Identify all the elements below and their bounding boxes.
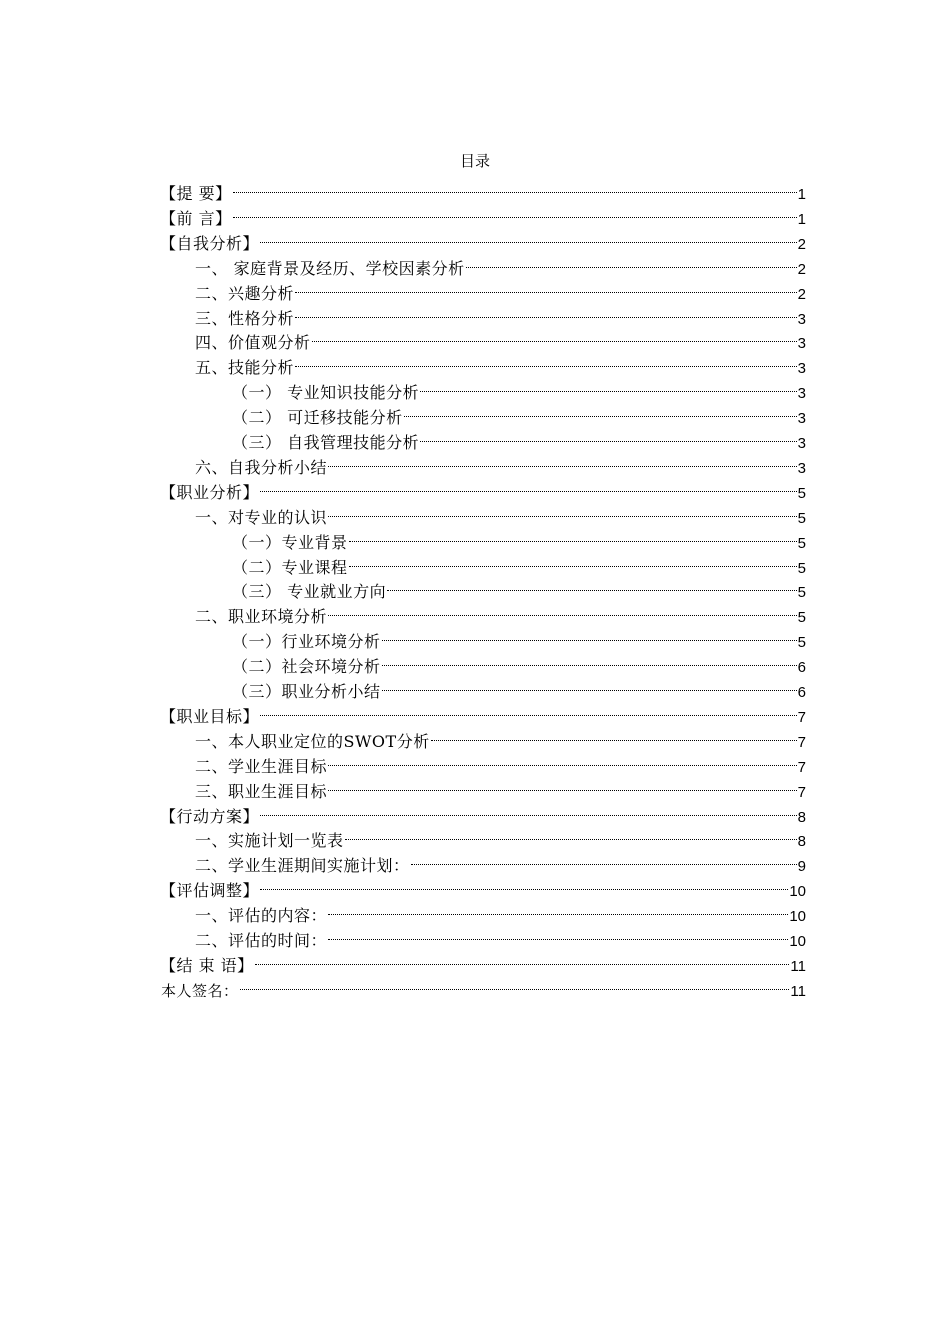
toc-entry-label: 四、价值观分析 xyxy=(195,333,311,353)
toc-entry-label: 一、本人职业定位的SWOT分析 xyxy=(195,731,430,751)
toc-dot-leader xyxy=(260,224,797,249)
toc-entry[interactable] xyxy=(195,597,806,627)
toc-dot-leader xyxy=(233,199,797,224)
toc-entry[interactable] xyxy=(232,672,806,701)
toc-entry[interactable] xyxy=(232,373,806,403)
toc-entry[interactable] xyxy=(232,647,806,677)
toc-entry-page-number: 7 xyxy=(797,758,806,776)
toc-entry-label: （二）专业课程 xyxy=(232,557,348,577)
toc-entry-label: （一） 专业知识技能分析 xyxy=(232,383,420,403)
toc-entry-page-number: 3 xyxy=(797,410,806,428)
toc-entry[interactable] xyxy=(195,498,806,527)
toc-dot-leader xyxy=(233,174,797,199)
toc-entry-page-number: 3 xyxy=(797,435,806,452)
toc-entry-label: 【职业分析】 xyxy=(160,482,260,502)
toc-dot-leader xyxy=(404,398,797,423)
toc-dot-leader xyxy=(345,821,797,846)
toc-entry-label: （一）专业背景 xyxy=(232,532,348,552)
toc-entry-label: （二）社会环境分析 xyxy=(232,657,381,677)
toc-dot-leader xyxy=(295,299,797,324)
toc-entry[interactable] xyxy=(160,473,806,502)
toc-entry-label: 二、学业生涯目标 xyxy=(195,756,328,776)
toc-entry-label: （二） 可迁移技能分析 xyxy=(232,408,403,428)
toc-dot-leader xyxy=(260,473,797,498)
toc-entry[interactable] xyxy=(161,971,806,1000)
toc-entry-label: 一、对专业的认识 xyxy=(195,507,328,527)
toc-entry-page-number: 7 xyxy=(797,733,806,751)
toc-entry-label: 【行动方案】 xyxy=(160,806,260,826)
toc-entry[interactable] xyxy=(160,871,806,901)
toc-entry[interactable] xyxy=(160,224,806,253)
toc-entry-page-number: 5 xyxy=(797,484,806,502)
toc-entry-label: （三） 专业就业方向 xyxy=(232,582,387,602)
toc-entry[interactable] xyxy=(195,722,806,751)
toc-dot-leader xyxy=(240,971,790,996)
toc-dot-leader xyxy=(328,448,797,473)
toc-dot-leader xyxy=(260,797,797,822)
toc-entry-page-number: 10 xyxy=(789,933,806,950)
toc-entry[interactable] xyxy=(160,797,806,826)
toc-dot-leader xyxy=(349,523,797,548)
toc-entry-page-number: 2 xyxy=(797,260,806,278)
toc-entry[interactable] xyxy=(232,548,806,577)
toc-entry[interactable] xyxy=(232,523,806,552)
toc-entry[interactable] xyxy=(160,697,806,726)
toc-entry-page-number: 5 xyxy=(797,609,806,627)
toc-entry-label: 二、兴趣分析 xyxy=(195,283,295,303)
toc-entry[interactable] xyxy=(160,199,806,228)
toc-entry-label: （三） 自我管理技能分析 xyxy=(232,433,420,452)
toc-entry-label: 本人签名： xyxy=(161,981,239,1000)
toc-dot-leader xyxy=(312,323,797,348)
toc-entry-label: （一）行业环境分析 xyxy=(232,632,381,652)
toc-entry-page-number: 5 xyxy=(797,509,806,527)
toc-entry[interactable] xyxy=(195,274,806,303)
toc-entry[interactable] xyxy=(195,772,806,801)
toc-entry-page-number: 3 xyxy=(797,335,806,353)
toc-dot-leader xyxy=(382,672,797,697)
toc-entry-label: 二、职业环境分析 xyxy=(195,607,328,627)
toc-dot-leader xyxy=(387,572,797,597)
toc-entry-page-number: 6 xyxy=(797,684,806,701)
toc-entry-page-number: 5 xyxy=(797,559,806,577)
toc-entry-page-number: 5 xyxy=(797,584,806,602)
toc-entry-page-number: 1 xyxy=(797,210,806,228)
toc-entry[interactable] xyxy=(195,821,806,851)
toc-entry-page-number: 3 xyxy=(797,310,806,328)
toc-entry[interactable] xyxy=(195,448,806,477)
toc-entry[interactable] xyxy=(195,299,806,328)
toc-dot-leader xyxy=(295,348,797,373)
toc-entry-page-number: 7 xyxy=(797,783,806,801)
toc-entry-page-number: 2 xyxy=(797,235,806,253)
toc-entry[interactable] xyxy=(195,921,806,950)
toc-entry-label: 【提 要】 xyxy=(160,184,232,203)
toc-dot-leader xyxy=(382,647,797,672)
toc-entry-label: 一、评估的内容： xyxy=(195,906,328,926)
toc-entry-label: 三、职业生涯目标 xyxy=(195,781,328,801)
toc-entry-label: 【职业目标】 xyxy=(160,706,260,726)
toc-entry-page-number: 10 xyxy=(789,908,806,926)
toc-entry-page-number: 5 xyxy=(797,634,806,652)
toc-dot-leader xyxy=(328,747,797,772)
toc-entry[interactable] xyxy=(160,946,806,975)
toc-entry-label: 【评估调整】 xyxy=(160,881,260,901)
toc-entry-label: 一、 家庭背景及经历、学校因素分析 xyxy=(195,258,465,278)
toc-entry[interactable] xyxy=(195,323,806,353)
toc-entry-label: 【自我分析】 xyxy=(160,233,260,253)
toc-entry-page-number: 10 xyxy=(789,883,806,901)
toc-entry[interactable] xyxy=(195,896,806,926)
toc-entry-page-number: 2 xyxy=(797,285,806,303)
toc-dot-leader xyxy=(382,622,797,647)
toc-dot-leader xyxy=(328,772,797,797)
toc-entry-page-number: 3 xyxy=(797,360,806,378)
toc-entry-label: 二、学业生涯期间实施计划： xyxy=(195,856,410,876)
toc-dot-leader xyxy=(255,946,790,971)
toc-entry-page-number: 11 xyxy=(790,957,806,975)
toc-dot-leader xyxy=(349,548,797,573)
toc-entry-label: 二、评估的时间： xyxy=(195,931,328,950)
toc-entry[interactable] xyxy=(195,348,806,378)
toc-dot-leader xyxy=(466,249,797,274)
toc-entry-page-number: 7 xyxy=(797,708,806,726)
toc-entry-page-number: 1 xyxy=(797,186,806,203)
toc-dot-leader xyxy=(420,373,797,398)
toc-entry-page-number: 5 xyxy=(797,534,806,552)
toc-entry[interactable] xyxy=(195,747,806,776)
toc-entry-label: 三、性格分析 xyxy=(195,308,295,328)
toc-entry-page-number: 6 xyxy=(797,659,806,677)
toc-dot-leader xyxy=(260,871,788,896)
toc-entry[interactable] xyxy=(160,174,806,203)
toc-entry-label: 【结 束 语】 xyxy=(160,955,254,975)
toc-dot-leader xyxy=(295,274,797,299)
page-title: 目录 xyxy=(459,152,490,170)
toc-entry[interactable] xyxy=(232,622,806,652)
toc-dot-leader xyxy=(328,498,797,523)
toc-dot-leader xyxy=(420,423,797,448)
toc-entry-label: 一、实施计划一览表 xyxy=(195,831,344,851)
toc-entry[interactable] xyxy=(232,572,806,602)
toc-entry-page-number: 8 xyxy=(797,833,806,851)
toc-entry-label: （三）职业分析小结 xyxy=(232,682,381,701)
toc-entry[interactable] xyxy=(195,249,806,278)
toc-dot-leader xyxy=(431,722,797,747)
toc-entry[interactable] xyxy=(232,423,806,452)
toc-dot-leader xyxy=(328,597,797,622)
toc-entry-page-number: 3 xyxy=(797,459,806,477)
toc-dot-leader xyxy=(411,846,797,871)
toc-dot-leader xyxy=(328,921,788,946)
toc-entry-page-number: 11 xyxy=(790,982,806,1000)
toc-entry[interactable] xyxy=(195,846,806,876)
toc-dot-leader xyxy=(260,697,797,722)
toc-entry-page-number: 8 xyxy=(797,808,806,826)
toc-entry[interactable] xyxy=(232,398,806,428)
toc-entry-label: 五、技能分析 xyxy=(195,358,295,378)
toc-dot-leader xyxy=(328,896,788,921)
toc-entry-page-number: 3 xyxy=(797,385,806,403)
toc-entry-label: 六、自我分析小结 xyxy=(195,457,328,477)
toc-entry-page-number: 9 xyxy=(797,858,806,876)
toc-entry-label: 【前 言】 xyxy=(160,208,232,228)
